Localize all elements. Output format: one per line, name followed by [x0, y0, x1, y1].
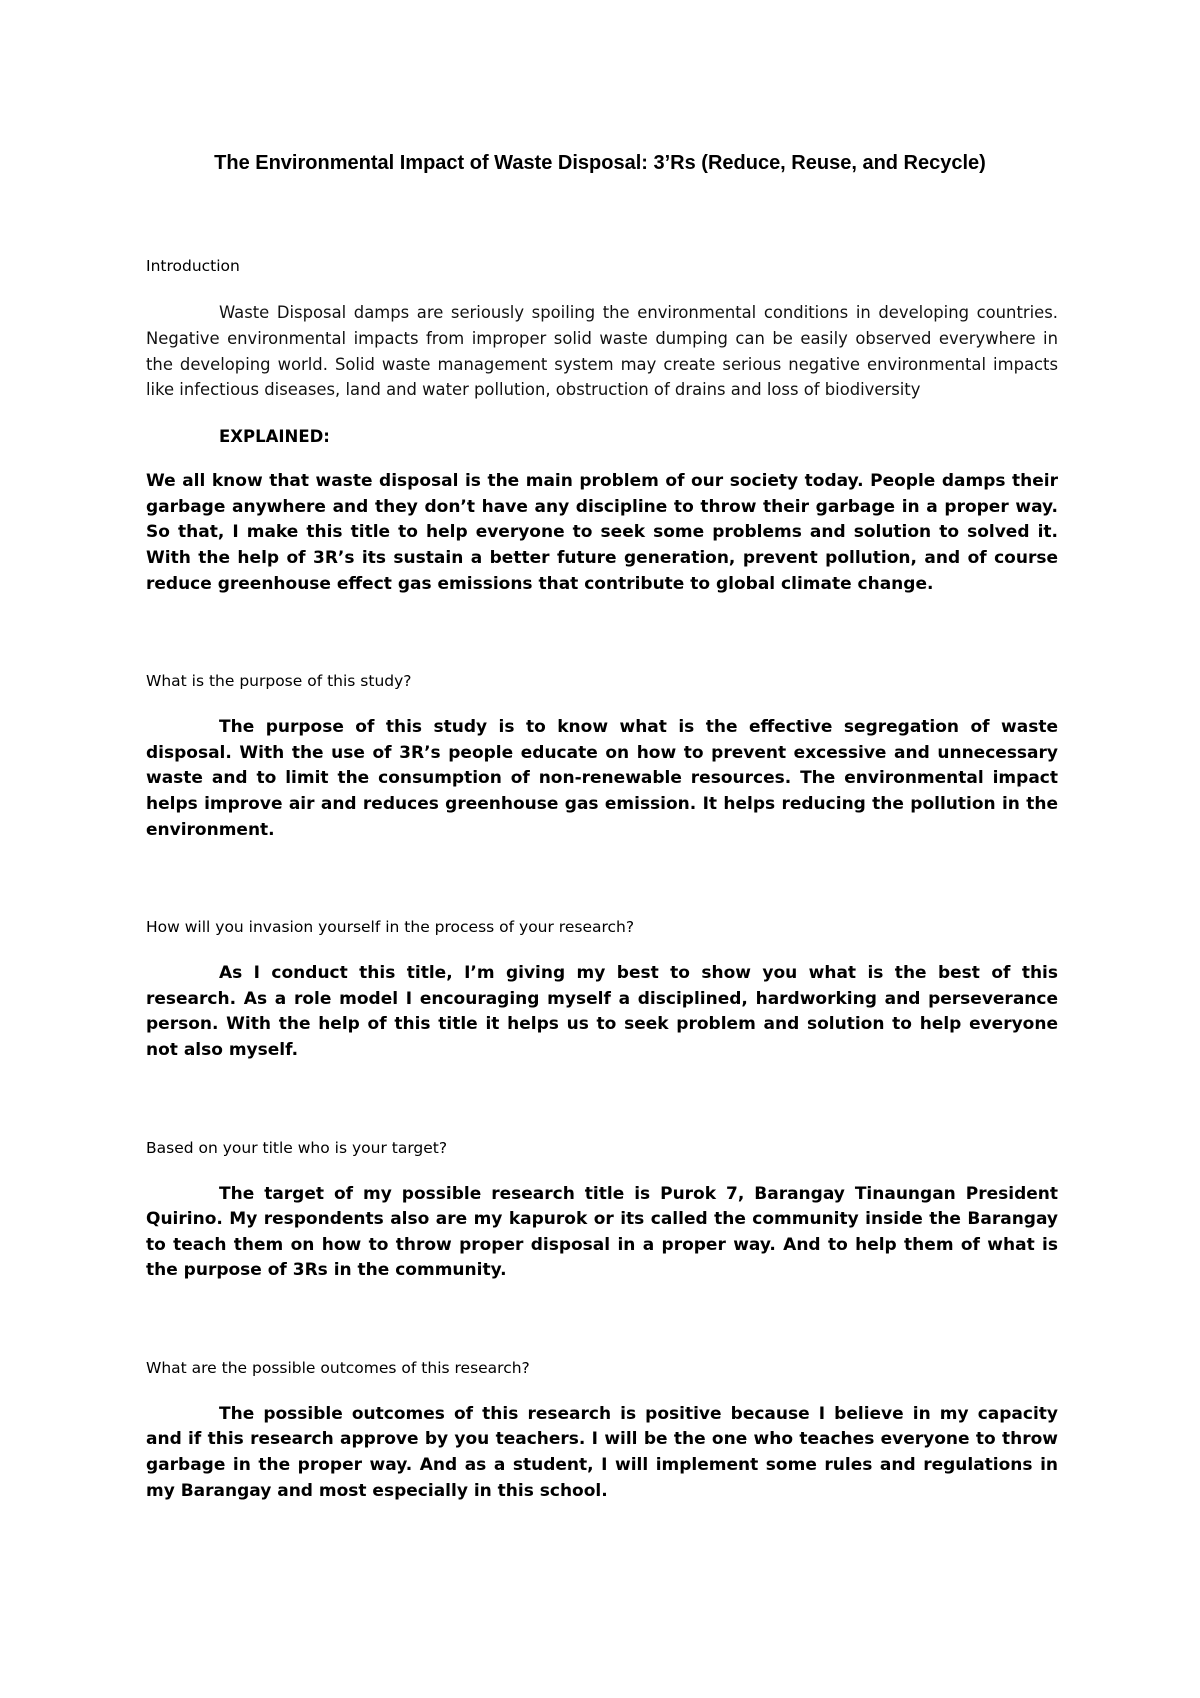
introduction-paragraph: Waste Disposal damps are seriously spoiling the environmental conditions in developing countries. Negative environmental impacts from improper solid waste dumping can be easily observed everywhere in the developing world. Solid waste management system may create serious negative environmental impacts like infectious diseases, land and water pollution, obstruction of drains and loss of biodiversity	[146, 303, 1058, 400]
section-heading-introduction: Introduction	[146, 257, 240, 275]
section-heading-involvement: How will you invasion yourself in the process of your research?	[146, 918, 635, 937]
outcomes-paragraph: The possible outcomes of this research is positive because I believe in my capacity and if this research approve by you teachers. I will be the one who teaches everyone to throw garbage in the proper way. And as a student, I will implement some rules and regulations in my Barangay and most especially in this school.	[146, 1403, 1058, 1501]
section-heading-outcomes: What are the possible outcomes of this research?	[146, 1358, 530, 1377]
purpose-paragraph: The purpose of this study is to know what is the effective segregation of waste disposal. With the use of 3R’s people educate on how to prevent excessive and unnecessary waste and to limit the consumption of non-renewable resources. The environmental impact helps improve air and reduces greenhouse gas emission. It helps reducing the pollution in the environment.	[146, 717, 1058, 840]
document-body	[146, 254, 1058, 1504]
section-heading-target: Based on your title who is your target?	[146, 1138, 448, 1157]
document-title: The Environmental Impact of Waste Disposal: 3’Rs (Reduce, Reuse, and Recycle)	[214, 152, 986, 174]
section-heading-purpose: What is the purpose of this study?	[146, 672, 412, 691]
explanation-paragraph: We all know that waste disposal is the main problem of our society today. People damps their garbage anywhere and they don’t have any discipline to throw their garbage in a proper way. So that, I make this title to help everyone to seek some problems and solution to solved it. With the help of 3R’s its sustain a better future generation, prevent pollution, and of course reduce greenhouse effect gas emissions that contribute to global climate change.	[146, 471, 1058, 594]
target-paragraph: The target of my possible research title is Purok 7, Barangay Tinaungan President Quirino. My respondents also are my kapurok or its called the community inside the Barangay to teach them on how to throw proper disposal in a proper way. And to help them of what is the purpose of 3Rs in the community.	[146, 1183, 1058, 1281]
explained-subheading: EXPLAINED:	[219, 427, 330, 447]
involvement-paragraph: As I conduct this title, I’m giving my best to show you what is the best of this research. As a role model I encouraging myself a disciplined, hardworking and perseverance person. With the help of this title it helps us to seek problem and solution to help everyone not also myself.	[146, 963, 1058, 1060]
